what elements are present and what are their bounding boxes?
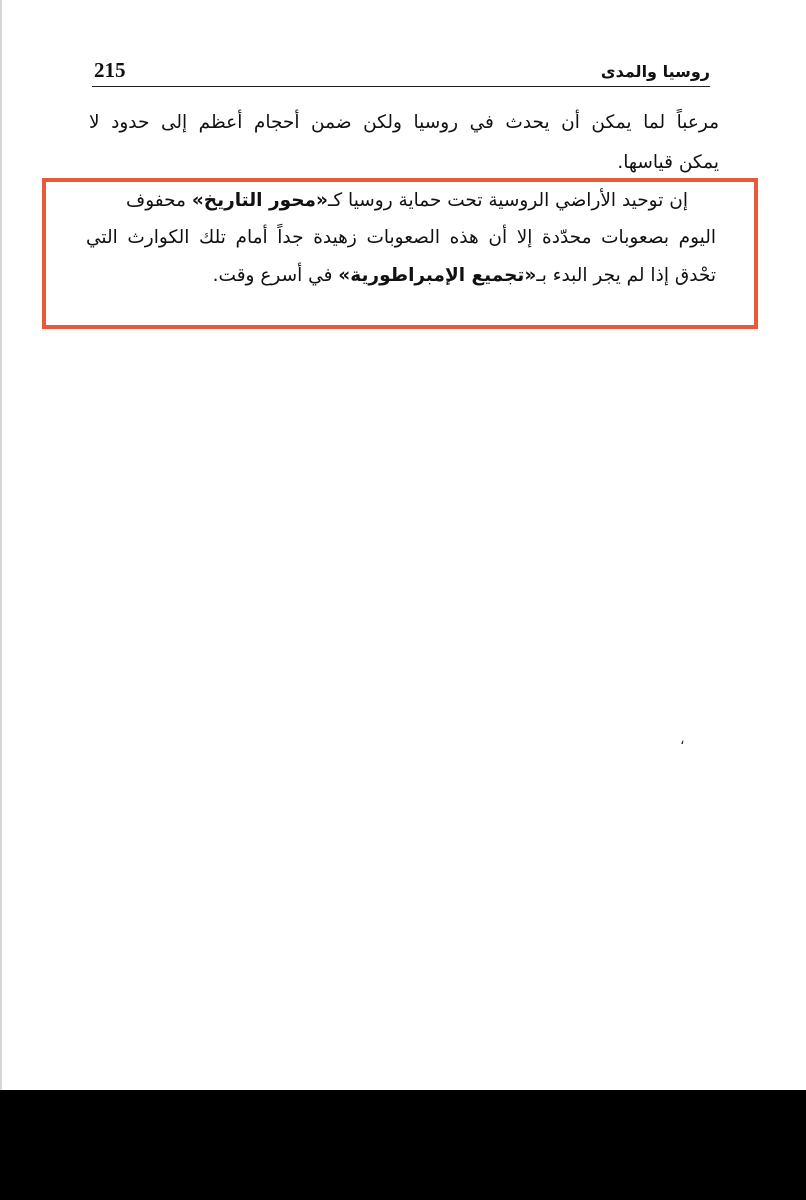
line-1-before: إن توحيد الأراضي الروسية تحت حماية روسيا كـ: [327, 190, 688, 211]
highlighted-line-2: اليوم بصعوبات محدّدة إلا أن هذه الصعوبات زهيدة جداً أمام تلك الكوارث التي: [86, 227, 716, 248]
term-axis-of-history: «محور التاريخ»: [191, 190, 328, 211]
page-header: [92, 56, 710, 88]
line-3-after: في أسرع وقت.: [212, 265, 339, 286]
highlighted-line-1: [86, 190, 716, 211]
running-title: روسيا والمدى: [600, 62, 710, 81]
header-rule: [92, 86, 710, 87]
term-empire-gathering: «تجميع الإمبراطورية»: [338, 265, 537, 286]
line-3-before: تحْدق إذا لم يجر البدء بـ: [536, 265, 716, 286]
line-1-after: محفوف: [126, 190, 192, 211]
page-edge-shadow: [0, 0, 2, 1090]
page-number: 215: [94, 58, 126, 82]
highlighted-line-3: [86, 265, 716, 286]
stray-mark: ،: [680, 732, 685, 748]
intro-line-2: يمكن قياسها.: [617, 152, 719, 173]
intro-line-1: مرعباً لما يمكن أن يحدث في روسيا ولكن ضمن أحجام أعظم إلى حدود لا: [89, 112, 719, 133]
